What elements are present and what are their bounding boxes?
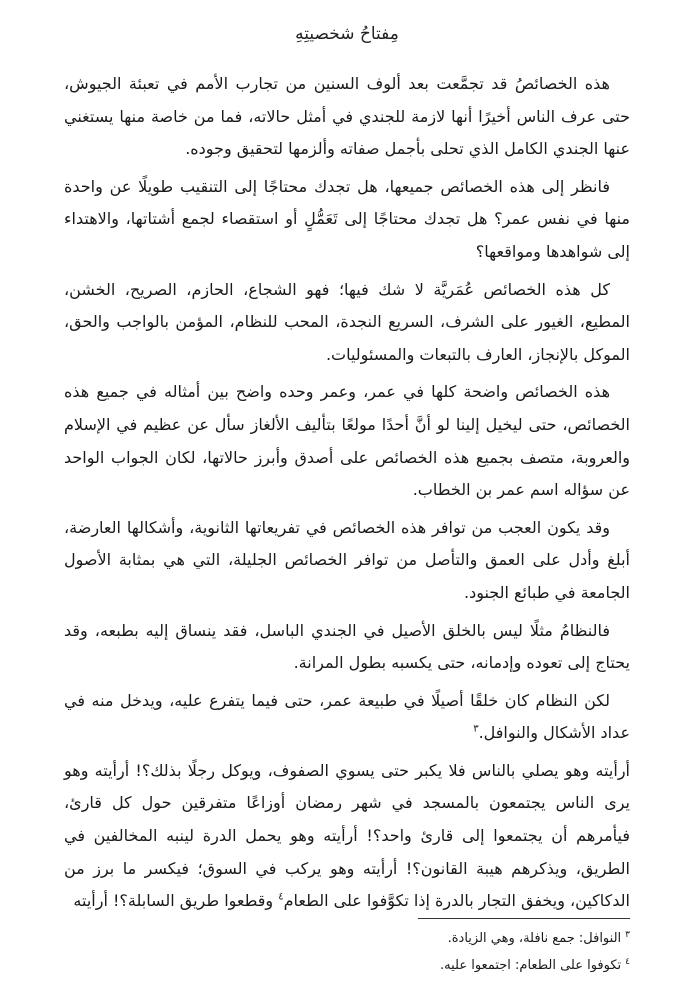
paragraph-8-text: أرأيته وهو يصلي بالناس فلا يكبر حتى يسوي الصفوف، ويوكل رجلًا بذلك؟! أرأيته وهو يرى الناس يجتمعون بالمسجد في شهر رمضان أوزاعًا متفرقين حول كل قارئ، فيأمرهم أن يجتمعوا إلى قارئ واحد؟! أرأيته وهو يحمل الدرة لينبه المخالفين في الطريق، ويذكرهم هيبة القانون؟! أرأيته وهو يركب في السوق؛ فيكسر ما برز من الدكاكين، ويخفق التجار بالدرة إذا تكوَّفوا على الطعام — [64, 760, 630, 911]
footnote-ref-3: ٣ — [473, 723, 479, 735]
footnote-3-text: النوافل: جمع نافلة، وهي الزيادة. — [447, 931, 622, 946]
paragraph-7-text: لكن النظام كان خلقًا أصيلًا في طبيعة عمر، حتى فيما يتفرع عليه، ويدخل منه في عداد الأشكال والنوافل. — [64, 690, 630, 743]
footnote-4-number: ٤ — [625, 956, 630, 967]
running-head-title: مِفتاحُ شخصيتِهِ — [295, 24, 399, 44]
footnote-divider — [418, 918, 630, 919]
paragraph-8-continuation: وقطعوا طريق السابلة؟! أرأيته — [73, 891, 274, 911]
paragraph-6: فالنظامُ مثلًا ليس بالخلق الأصيل في الجندي الباسل، فقد ينساق إليه بطبعه، وقد يحتاج إلى تعوده وإدمانه، حتى يكسبه بطول المرانة. — [64, 620, 630, 673]
footnote-4 — [64, 952, 630, 979]
main-text — [64, 68, 630, 918]
footnote-ref-4: ٤ — [278, 891, 284, 903]
paragraph-1: هذه الخصائصُ قد تجمَّعت بعد ألوف السنين من تجارب الأمم في تعبئة الجيوش، حتى عرف الناس أخيرًا أنها لازمة للجندي في أمثل حالاته، فما من خاصة منها يستغني عنها الجندي الكامل الذي تحلى بأجمل صفاته وألزمها لتحقيق وجوده. — [64, 74, 630, 159]
paragraph-8 — [64, 755, 630, 918]
paragraph-7 — [64, 685, 630, 750]
footnote-4-text: تكوفوا على الطعام: اجتمعوا عليه. — [440, 958, 622, 973]
paragraph-3: كل هذه الخصائص عُمَريَّة لا شك فيها؛ فهو الشجاع، الحازم، الصريح، الخشن، المطيع، الغيور على الشرف، السريع النجدة، المحب للنظام، المؤمن بالواجب والحق، الموكل بالإنجاز، العارف بالتبعات والمسئوليات. — [64, 279, 630, 364]
paragraph-4: هذه الخصائص واضحة كلها في عمر، وعمر وحده واضح بين أمثاله في جميع هذه الخصائص، حتى ليخيل إلينا لو أنَّ أحدًا مولعًا بتأليف الألغاز سأل عن عظيم في الإسلام والعروبة، متصف بجميع هذه الخصائص على أصدق وأبرز حالاتها، لكان الجواب الواحد عن سؤاله اسم عمر بن الخطاب. — [64, 382, 630, 500]
footnote-3 — [64, 925, 630, 952]
footnote-3-number: ٣ — [625, 929, 630, 940]
footnotes-section — [64, 918, 630, 979]
paragraph-5: وقد يكون العجب من توافر هذه الخصائص في تفريعاتها الثانوية، وأشكالها العارضة، أبلغ وأدل على العمق والتأصل من توافر الخصائص الجليلة، التي هي بمثابة الأصول الجامعة في طبائع الجنود. — [64, 517, 630, 602]
paragraph-2: فانظر إلى هذه الخصائص جميعها، هل تجدك محتاجًا إلى التنقيب طويلًا عن واحدة منها في نفس عمر؟ هل تجدك محتاجًا إلى تَعَمُّلٍ أو استقصاء لجمع أشتاتها، والاهتداء إلى شواهدها ومواقعها؟ — [64, 176, 630, 261]
